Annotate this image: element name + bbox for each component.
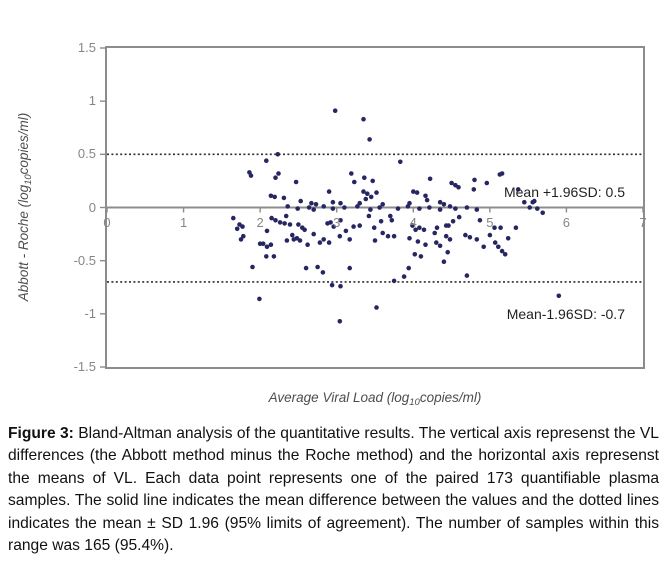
data-point — [390, 218, 395, 223]
data-point — [522, 200, 527, 205]
data-point — [434, 240, 439, 245]
data-point — [485, 181, 490, 186]
data-point — [428, 177, 433, 182]
data-point — [314, 202, 319, 207]
data-point — [355, 204, 360, 209]
data-point — [298, 238, 303, 243]
data-point — [349, 171, 354, 176]
data-point — [295, 206, 300, 211]
data-point — [448, 237, 453, 242]
y-tick-label: 0.5 — [77, 146, 96, 162]
data-point — [496, 245, 501, 250]
data-point — [372, 225, 377, 230]
data-point — [347, 237, 352, 242]
data-point — [272, 254, 277, 259]
data-point — [257, 297, 262, 302]
data-point — [285, 238, 290, 243]
data-point — [388, 214, 393, 219]
data-point — [368, 207, 373, 212]
data-point — [373, 238, 378, 243]
data-point — [427, 205, 432, 210]
data-point — [307, 205, 312, 210]
data-point — [514, 225, 519, 230]
data-point — [361, 117, 366, 122]
data-point — [315, 265, 320, 270]
data-point — [503, 252, 508, 257]
data-point — [448, 204, 453, 209]
data-point — [396, 206, 401, 211]
data-point — [364, 197, 369, 202]
data-point — [367, 214, 372, 219]
data-point — [231, 216, 236, 221]
x-axis-title — [269, 390, 482, 408]
data-point — [370, 179, 375, 184]
data-point — [294, 180, 299, 185]
lower-limit-annotation: Mean-1.96SD: -0.7 — [506, 306, 625, 322]
x-tick-label: 7 — [639, 215, 647, 230]
data-point — [415, 190, 420, 195]
figure-caption — [8, 423, 659, 557]
data-point — [321, 237, 326, 242]
data-point — [377, 205, 382, 210]
data-point — [304, 266, 309, 271]
data-point — [338, 319, 343, 324]
data-point — [290, 233, 295, 238]
data-point — [261, 241, 266, 246]
figure-caption-label: Figure 3: — [8, 425, 74, 442]
data-point — [451, 219, 456, 224]
x-tick-label: 2 — [256, 215, 264, 230]
x-tick-label: 6 — [562, 215, 571, 230]
data-point — [380, 231, 385, 236]
data-point — [338, 284, 343, 289]
data-point — [472, 187, 477, 192]
data-point — [500, 171, 505, 176]
data-point — [367, 137, 372, 142]
data-point — [379, 219, 384, 224]
data-point — [398, 160, 403, 165]
data-point — [249, 173, 254, 178]
x-axis-title-prefix: Average Viral Load (log — [268, 390, 410, 405]
data-point — [327, 189, 332, 194]
x-tick-label: 0 — [103, 215, 111, 230]
data-point — [365, 191, 370, 196]
data-point — [272, 195, 277, 200]
data-point — [465, 205, 470, 210]
data-point — [506, 236, 511, 241]
data-point — [445, 250, 450, 255]
data-point — [347, 266, 352, 271]
x-axis-title-suffix: copies/ml) — [419, 390, 482, 405]
data-point — [453, 206, 458, 211]
data-point — [264, 158, 269, 163]
x-tick-label: 5 — [486, 215, 494, 230]
data-point — [338, 201, 343, 206]
data-point — [442, 259, 447, 264]
data-point — [282, 196, 287, 201]
data-point — [282, 221, 287, 226]
data-point — [374, 305, 379, 310]
x-axis-title-subscript: 10 — [409, 397, 420, 408]
data-point — [481, 245, 486, 250]
data-point — [475, 207, 480, 212]
data-point — [392, 279, 397, 284]
y-axis-title-suffix: copies/ml) — [16, 112, 31, 175]
data-point — [475, 237, 480, 242]
data-point — [352, 180, 357, 185]
upper-limit-annotation: Mean +1.96SD: 0.5 — [503, 184, 625, 200]
data-point — [362, 175, 367, 180]
data-point — [444, 234, 449, 239]
data-point — [468, 235, 473, 240]
data-point — [369, 195, 374, 200]
y-tick-label: 1 — [88, 93, 96, 109]
y-tick-label: -1 — [84, 305, 96, 321]
data-point — [333, 108, 338, 113]
data-point — [321, 270, 326, 275]
x-tick-label: 4 — [409, 215, 417, 230]
data-point — [338, 234, 343, 239]
data-point — [327, 240, 332, 245]
data-point — [278, 220, 283, 225]
data-point — [264, 254, 269, 259]
y-tick-label: 1.5 — [77, 40, 96, 55]
data-point — [276, 152, 281, 157]
data-point — [311, 207, 316, 212]
data-point — [386, 234, 391, 239]
data-point — [302, 228, 307, 233]
data-point — [402, 274, 407, 279]
data-point — [488, 233, 493, 238]
data-point — [472, 178, 477, 183]
data-point — [288, 222, 293, 227]
data-point — [318, 240, 323, 245]
data-point — [273, 175, 278, 180]
data-point — [406, 204, 411, 209]
data-point — [419, 254, 424, 259]
y-tick-label: 0 — [88, 199, 96, 215]
data-point — [557, 294, 562, 299]
data-point — [311, 232, 316, 237]
data-point — [407, 236, 412, 241]
y-tick-label: -0.5 — [73, 252, 96, 268]
data-point — [463, 233, 468, 238]
data-point — [535, 206, 540, 211]
data-point — [413, 252, 418, 257]
data-point — [330, 283, 335, 288]
data-point — [438, 244, 443, 249]
x-tick-label: 3 — [333, 215, 341, 230]
data-point — [321, 204, 326, 209]
data-point — [265, 245, 270, 250]
data-point — [425, 198, 430, 203]
data-point — [298, 199, 303, 204]
data-point — [351, 224, 356, 229]
data-point — [446, 223, 451, 228]
data-point — [374, 190, 379, 195]
data-point — [309, 201, 314, 206]
data-point — [296, 222, 301, 227]
data-point — [457, 215, 462, 220]
data-point — [493, 240, 498, 245]
data-point — [435, 225, 440, 230]
data-point — [357, 223, 362, 228]
data-point — [331, 206, 336, 211]
data-point — [527, 205, 532, 210]
data-point — [423, 242, 428, 247]
y-axis-title-prefix: Abbott - Roche (log — [16, 184, 31, 302]
data-point — [456, 185, 461, 190]
data-point — [432, 231, 437, 236]
data-point — [392, 234, 397, 239]
data-point — [423, 194, 428, 199]
data-point — [442, 202, 447, 207]
data-point — [540, 211, 545, 216]
data-point — [406, 266, 411, 271]
data-point — [417, 206, 422, 211]
data-point — [342, 205, 347, 210]
data-point — [438, 207, 443, 212]
data-point — [240, 224, 245, 229]
figure-caption-text: Bland-Altman analysis of the quantitative results. The vertical axis represenst the VL differences (the Abbott method minus the Roche method) and the horizontal axis represenst the means of VL. Each data point represents one of the paired 173 quantifiable plasma samples. The solid line indicates the mean difference between the values and the dotted lines indicates the mean ± SD 1.96 (95% limits of agreement). The number of samples within this range was 165 (95.4%). — [8, 425, 659, 555]
data-point — [269, 242, 274, 247]
data-point — [285, 204, 290, 209]
data-point — [465, 273, 470, 278]
x-tick-label: 1 — [179, 215, 188, 230]
data-point — [250, 265, 255, 270]
data-point — [241, 234, 246, 239]
y-axis-title-subscript: 10 — [23, 174, 34, 185]
data-point — [305, 242, 310, 247]
data-point — [235, 227, 240, 232]
plot-area — [105, 46, 645, 369]
data-point — [331, 200, 336, 205]
y-tick-label: -1.5 — [73, 359, 96, 374]
data-point — [276, 171, 281, 176]
data-point — [284, 214, 289, 219]
data-point — [416, 239, 421, 244]
